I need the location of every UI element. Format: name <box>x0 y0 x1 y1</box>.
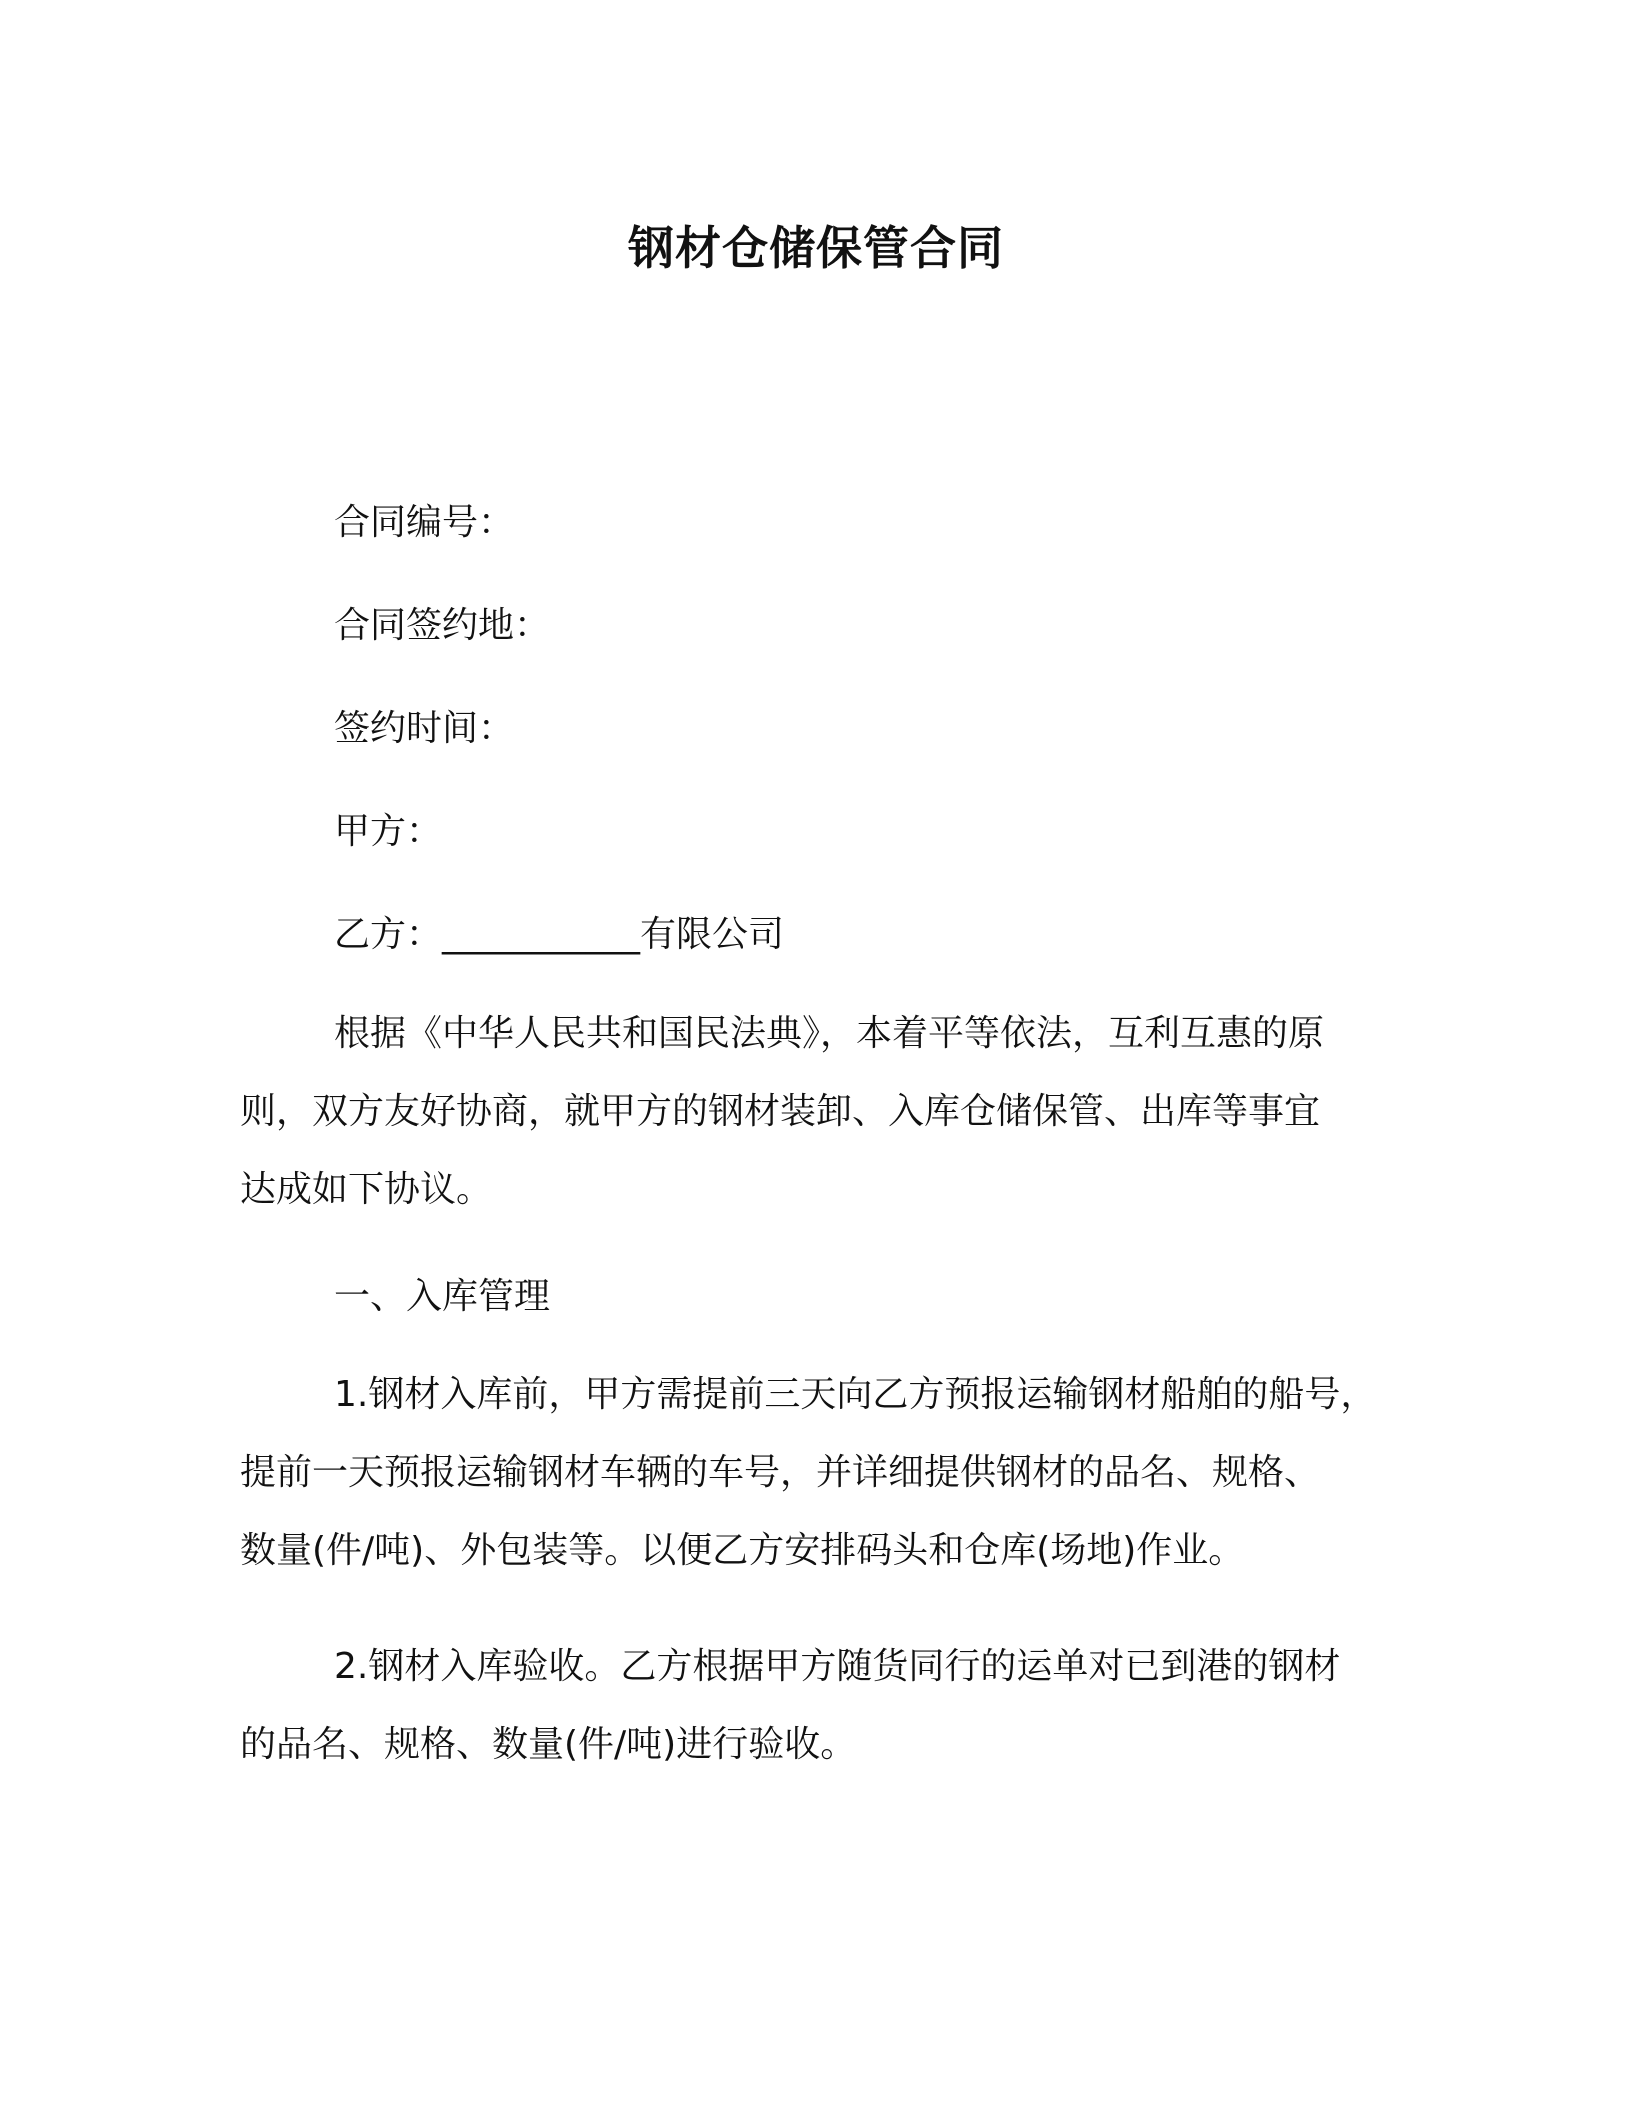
clause-line: 的品名、规格、数量(件/吨)进行验收。 <box>240 1724 857 1765</box>
party-b-label: 乙方：___________有限公司 <box>334 914 785 955</box>
section-1-heading: 一、入库管理 <box>334 1276 551 1317</box>
clause-line: 2.钢材入库验收。乙方根据甲方随货同行的运单对已到港的钢材 <box>334 1646 1341 1687</box>
clause-line: 1.钢材入库前，甲方需提前三天向乙方预报运输钢材船舶的船号， <box>334 1374 1377 1415</box>
preamble-line: 则，双方友好协商，就甲方的钢材装卸、入库仓储保管、出库等事宜 <box>240 1091 1321 1132</box>
signing-place-label: 合同签约地： <box>334 605 551 646</box>
clause-2-paragraph <box>240 1628 1412 1784</box>
preamble-line: 根据《中华人民共和国民法典》，本着平等依法，互利互惠的原 <box>334 1013 1325 1054</box>
clause-1-paragraph <box>240 1356 1412 1590</box>
clause-line: 数量(件/吨)、外包装等。以便乙方安排码头和仓库(场地)作业。 <box>240 1530 1245 1571</box>
document-title: 钢材仓储保管合同 <box>628 221 1004 275</box>
preamble-line: 达成如下协议。 <box>240 1169 493 1210</box>
clause-line: 提前一天预报运输钢材车辆的车号，并详细提供钢材的品名、规格、 <box>240 1452 1321 1493</box>
party-a-label: 甲方： <box>334 811 443 852</box>
contract-number-label: 合同编号： <box>334 502 515 543</box>
signing-time-label: 签约时间： <box>334 708 515 749</box>
preamble-paragraph <box>240 995 1412 1229</box>
